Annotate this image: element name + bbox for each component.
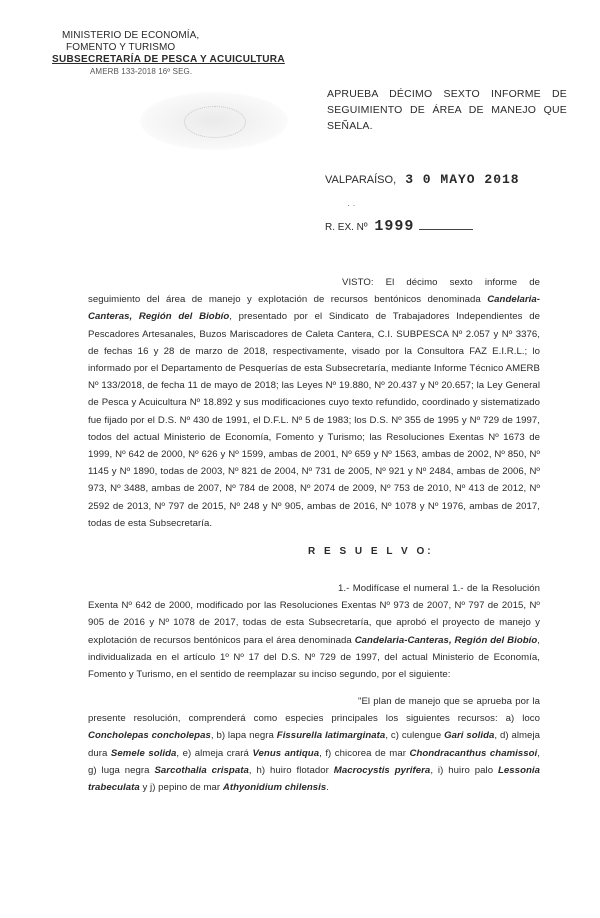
resolution-number: 1999 (374, 218, 415, 235)
species-name: Chondracanthus chamissoi (409, 747, 538, 759)
ministry-header (52, 30, 285, 78)
area-name: Candelaria-Canteras, Región del Biobío (354, 634, 538, 646)
species-name: Lessonia trabeculata (88, 764, 540, 794)
species-name: Gari solida (444, 730, 495, 742)
subsecretaria-name: SUBSECRETARÍA DE PESCA Y ACUICULTURA (52, 54, 285, 65)
number-underline (419, 229, 473, 230)
faded-seal-stamp (140, 92, 288, 150)
species-name: Semele solida (110, 747, 177, 759)
species-name: Sarcothalia crispata (154, 764, 249, 776)
species-name: Fissurella latimarginata (276, 730, 386, 742)
visto-paragraph: VISTO: El décimo sexto informe de seguimiento del área de manejo y explotación de recursos bentónicos denominada Candelaria-Canteras, Región del Biobío, presentado por el Sindicato de Trabajadores Independientes de Pescadores Artesanales, Buzos Mariscadores de Caleta Cantera, C.I. SUBPESCA Nº 2.057 y Nº 3376, de fechas 16 y 28 de marzo de 2018, respectivamente, visado por la Consultora FAZ E.I.R.L.; lo informado por el Departamento de Pesquerías de esta Subsecretaría, mediante Informe Técnico AMERB Nº 133/2018, de fecha 11 de mayo de 2018; las Leyes Nº 19.880, Nº 20.437 y Nº 20.657; la Ley General de Pesca y Acuicultura Nº 18.892 y sus modificaciones cuyo texto refundido, coordinado y sistematizado fue fijado por el D.S. Nº 430 de 1991, el D.F.L. Nº 5 de 1983; los D.S. Nº 355 de 1995 y Nº 729 de 1997, todos del actual Ministerio de Economía, Fomento y Turismo; las Resoluciones Exentas Nº 1673 de 1999, Nº 642 de 2000, Nº 626 y Nº 1599, ambas de 2001, Nº 659 y Nº 1563, ambas de 2002, Nº 850, Nº 1145 y Nº 1890, todas de 2003, Nº 821 de 2004, Nº 731 de 2005, Nº 921 y Nº 2484, ambas de 2006, Nº 973, Nº 3488, ambas de 2007, Nº 784 de 2008, Nº 2074 de 2009, Nº 753 de 2010, Nº 413 de 2012, Nº 2592 de 2013, Nº 797 de 2015, Nº 248 y Nº 905, ambas de 2016, Nº 1078 y Nº 1976, ambas de 2017, todas de esta Subsecretaría. (88, 277, 540, 529)
decorative-marks: · · (347, 200, 356, 210)
species-name: Macrocystis pyrifera (333, 764, 431, 776)
ministry-subname: FOMENTO Y TURISMO (66, 42, 176, 53)
resolution-article-1: 1.- Modifícase el numeral 1.- de la Resolución Exenta Nº 642 de 2000, modificado por las Resoluciones Exentas Nº 973 de 2007, Nº 797 de 2015, Nº 905 de 2016 y Nº 1078 de 2017, todas de esta Subsecretaría, que aprobó el proyecto de manejo y explotación de recursos bentónicos para el área denominada Candelaria-Canteras, Región del Biobío, individualizada en el artículo 1º Nº 17 del D.S. Nº 729 de 1997, del actual Ministerio de Economía, Fomento y Turismo, en el sentido de reemplazar su inciso segundo, por el siguiente: (88, 583, 540, 681)
area-name: Candelaria-Canteras, Región del Biobío (88, 294, 540, 323)
reference-code: AMERB 133-2018 16º SEG. (90, 67, 193, 76)
visto-lead: VISTO: (342, 277, 374, 288)
resolution-number-line (325, 218, 473, 235)
species-name: Venus antiqua (252, 747, 320, 759)
resolution-label: R. EX. Nº (325, 222, 368, 233)
place-label: VALPARAÍSO, (325, 174, 397, 186)
ministry-name: MINISTERIO DE ECONOMÍA, (62, 30, 200, 41)
species-name: Athyonidium chilensis (222, 782, 327, 794)
document-title: APRUEBA DÉCIMO SEXTO INFORME DE SEGUIMIENTO DE ÁREA DE MANEJO QUE SEÑALA. (327, 88, 567, 132)
resuelvo-heading: R E S U E L V O: (308, 546, 434, 557)
species-paragraph: "El plan de manejo que se aprueba por la presente resolución, comprenderá como especies principales los siguientes recursos: a) loco Concholepas concholepas, b) lapa negra Fissurella latimarginata, c) culengue Gari solida, d) almeja dura Semele solida, e) almeja crará Venus antiqua, f) chicorea de mar Chondracanthus chamissoi, g) luga negra Sarcothalia crispata, h) huiro flotador Macrocystis pyrifera, i) huiro palo Lessonia trabeculata y j) pepino de mar Athyonidium chilensis. (88, 696, 541, 794)
species-name: Concholepas concholepas (88, 730, 211, 742)
date-stamp: 3 0 MAYO 2018 (405, 172, 520, 187)
date-line (325, 172, 520, 187)
